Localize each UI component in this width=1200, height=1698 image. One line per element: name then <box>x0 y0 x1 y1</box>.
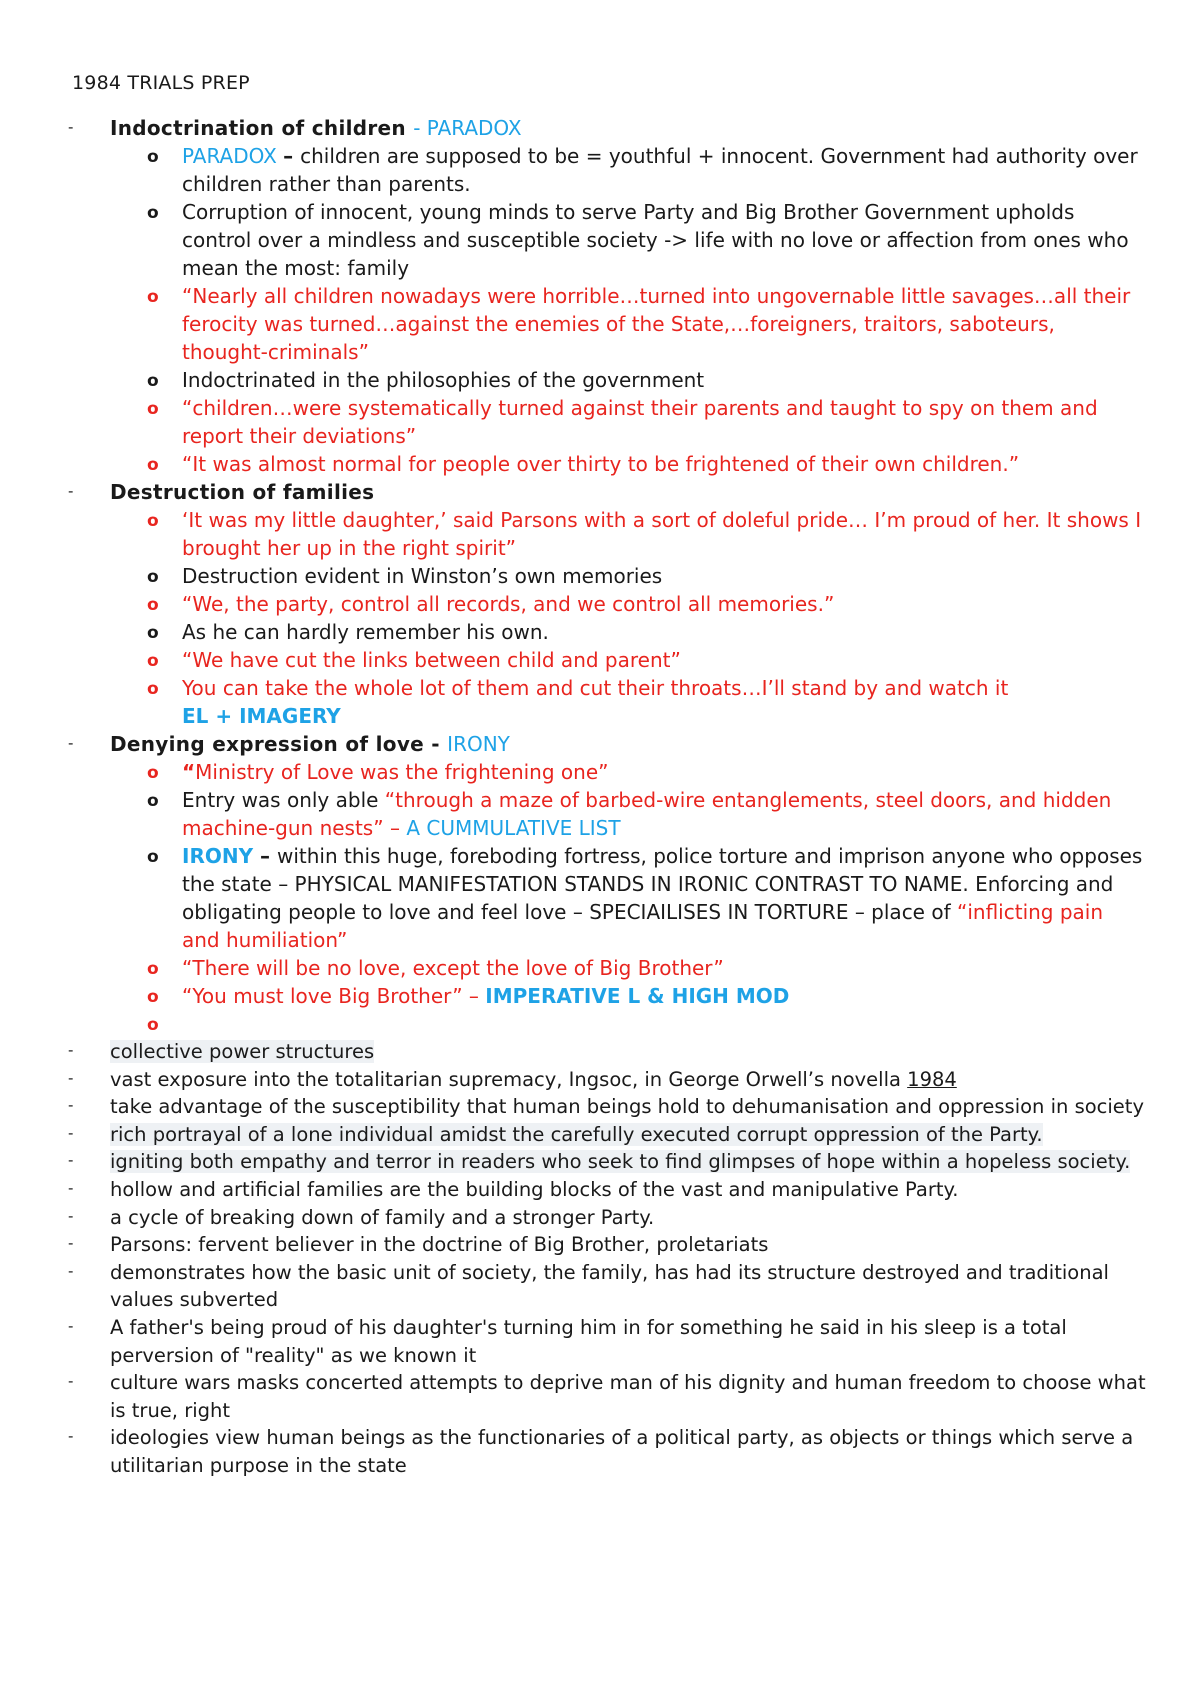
dash-text: – <box>260 844 277 868</box>
note-text: hollow and artificial families are the building blocks of the vast and manipulative Party. <box>110 1177 959 1201</box>
note-text: take advantage of the susceptibility that human beings hold to dehumanisation and oppression in society <box>110 1095 1144 1119</box>
quote-text: You can take the whole lot of them and cut their throats…I’ll stand by and watch it <box>182 676 1009 700</box>
list-item <box>147 198 1146 282</box>
document-body <box>66 114 1146 1480</box>
quote-text: “There will be no love, except the love of Big Brother” <box>182 956 724 980</box>
note-text: igniting both empathy and terror in readers who seek to find glimpses of hope within a hopeless society. <box>110 1150 1131 1174</box>
item-text: Indoctrinated in the philosophies of the government <box>182 368 705 392</box>
dash-marker: - <box>68 1372 74 1391</box>
technique-label: A CUMMULATIVE LIST <box>406 816 621 840</box>
list-item <box>147 618 1146 646</box>
dash-marker: - <box>68 1151 74 1170</box>
notes-list <box>66 1038 1146 1480</box>
section-heading: Destruction of families <box>110 480 375 504</box>
list-item <box>147 562 1146 590</box>
note-item <box>66 1093 1146 1121</box>
bullet-marker: o <box>147 679 159 699</box>
note-item <box>66 1038 1146 1066</box>
dash-marker: - <box>68 1234 74 1253</box>
quote-mark: “ <box>182 760 196 784</box>
technique-label: PARADOX <box>182 144 284 168</box>
technique-label: IRONY <box>182 844 261 868</box>
quote-item <box>147 674 1146 730</box>
bullet-marker: o <box>147 287 159 307</box>
note-item <box>66 1231 1146 1259</box>
bullet-marker: o <box>147 455 159 475</box>
quote-text: “We, the party, control all records, and we control all memories.” <box>182 592 835 616</box>
note-text: culture wars masks concerted attempts to deprive man of his dignity and human freedom to choose what is true, right <box>110 1371 1146 1422</box>
quote-text: “You must love Big Brother” – <box>182 984 486 1008</box>
quote-item <box>147 394 1146 450</box>
note-item <box>66 1424 1146 1479</box>
dash-marker: - <box>68 734 74 752</box>
bullet-marker: o <box>147 959 159 979</box>
section-tag: - PARADOX <box>413 116 522 140</box>
bullet-marker: o <box>147 1015 159 1035</box>
note-item <box>66 1314 1146 1369</box>
quote-item <box>147 590 1146 618</box>
note-item <box>66 1148 1146 1176</box>
bullet-marker: o <box>147 987 159 1007</box>
quote-text: “through a maze of barbed-wire entanglements, steel doors, and hidden machine-gun nests” – <box>182 788 1112 840</box>
quote-text: “inflicting pain and humiliation” <box>182 900 1104 952</box>
bullet-marker: o <box>147 567 159 587</box>
section-destruction-of-families <box>66 478 1146 506</box>
note-text: vast exposure into the totalitarian supremacy, Ingsoc, in George Orwell’s novella <box>110 1067 908 1091</box>
bullet-marker: o <box>147 399 159 419</box>
dash-text: – <box>283 144 301 168</box>
item-text: children are supposed to be = youthful + innocent. Government had authority over children rather than parents. <box>182 144 1138 196</box>
quote-text: “Nearly all children nowadays were horrible…turned into ungovernable little savages…all their ferocity was turned…against the enemies of the State,…foreigners, traitors, saboteurs, thought-criminals” <box>182 284 1131 364</box>
section-denying-love <box>66 730 1146 758</box>
page-title: 1984 TRIALS PREP <box>72 72 250 94</box>
note-text: Parsons: fervent believer in the doctrine of Big Brother, proletariats <box>110 1233 769 1257</box>
bullet-marker: o <box>147 595 159 615</box>
note-text: collective power structures <box>110 1040 375 1063</box>
list-item <box>147 142 1146 198</box>
bullet-marker: o <box>147 791 159 811</box>
note-item <box>66 1121 1146 1149</box>
dash-marker: - <box>68 118 74 136</box>
bullet-marker: o <box>147 371 159 391</box>
quote-item <box>147 954 1146 982</box>
list-item <box>147 366 1146 394</box>
quote-item <box>147 646 1146 674</box>
section-heading: Indoctrination of children <box>110 116 414 140</box>
list-item <box>147 842 1146 954</box>
bullet-marker: o <box>147 763 159 783</box>
bullet-marker: o <box>147 623 159 643</box>
bullet-marker: o <box>147 651 159 671</box>
dash-marker: - <box>68 1261 74 1280</box>
book-title: 1984 <box>907 1067 957 1091</box>
note-item <box>66 1204 1146 1232</box>
list-item <box>147 786 1146 842</box>
dash-marker: - <box>68 1427 74 1446</box>
dash-marker: - <box>68 1316 74 1335</box>
dash-marker: - <box>68 1068 74 1087</box>
dash-marker: - <box>68 1178 74 1197</box>
quote-text: “children…were systematically turned against their parents and taught to spy on them and report their deviations” <box>182 396 1098 448</box>
dash-marker: - <box>68 1206 74 1225</box>
quote-text: “We have cut the links between child and parent” <box>182 648 681 672</box>
bullet-marker: o <box>147 147 159 167</box>
note-item <box>66 1066 1146 1094</box>
quote-item <box>147 758 1146 786</box>
note-item <box>66 1369 1146 1424</box>
dash-marker: - <box>68 482 74 500</box>
empty-list-item <box>147 1010 1146 1038</box>
note-text: A father's being proud of his daughter's turning him in for something he said in his sleep is a total perversion of "reality" as we known it <box>110 1315 1067 1367</box>
note-text: ideologies view human beings as the functionaries of a political party, as objects or things which serve a utilitarian purpose in the state <box>110 1426 1134 1477</box>
item-text: As he can hardly remember his own. <box>182 620 549 644</box>
item-text: within this huge, foreboding fortress, police torture and imprison anyone who opposes the state – PHYSICAL MANIFESTATION STANDS IN IRONIC CONTRAST TO NAME. Enforcing and obligating people to love and feel love – SPECIAILISES IN TORTURE – place of <box>182 844 1143 924</box>
note-text: rich portrayal of a lone individual amidst the carefully executed corrupt oppression of the Party. <box>110 1122 1043 1146</box>
quote-text: ‘It was my little daughter,’ said Parsons with a sort of doleful pride… I’m proud of her. It shows I brought her up in the right spirit” <box>182 508 1142 560</box>
bullet-marker: o <box>147 203 159 223</box>
bullet-marker: o <box>147 511 159 531</box>
technique-label: IMPERATIVE L & HIGH MOD <box>485 984 790 1008</box>
item-text: Entry was only able <box>182 788 385 812</box>
quote-item <box>147 282 1146 366</box>
section-heading: Denying expression of love - <box>110 732 448 756</box>
section-indoctrination <box>66 114 1146 142</box>
item-text: Destruction evident in Winston’s own memories <box>182 564 663 588</box>
note-item <box>66 1176 1146 1204</box>
quote-text: “It was almost normal for people over thirty to be frightened of their own children.” <box>182 452 1020 476</box>
item-text: Corruption of innocent, young minds to serve Party and Big Brother Government upholds control over a mindless and susceptible society -> life with no love or affection from ones who mean the most: family <box>182 200 1129 280</box>
quote-item <box>147 450 1146 478</box>
dash-marker: - <box>68 1041 74 1059</box>
bullet-marker: o <box>147 847 159 867</box>
quote-text: Ministry of Love was the frightening one” <box>195 760 609 784</box>
note-text: a cycle of breaking down of family and a stronger Party. <box>110 1205 655 1229</box>
note-item <box>66 1259 1146 1314</box>
dash-marker: - <box>68 1123 74 1142</box>
empty-line <box>182 1010 1146 1038</box>
dash-marker: - <box>68 1096 74 1115</box>
section-tag: IRONY <box>447 732 510 756</box>
quote-item <box>147 982 1146 1010</box>
technique-label: EL + IMAGERY <box>182 704 341 728</box>
quote-item <box>147 506 1146 562</box>
note-text: demonstrates how the basic unit of society, the family, has had its structure destroyed and traditional values subverted <box>110 1260 1109 1312</box>
